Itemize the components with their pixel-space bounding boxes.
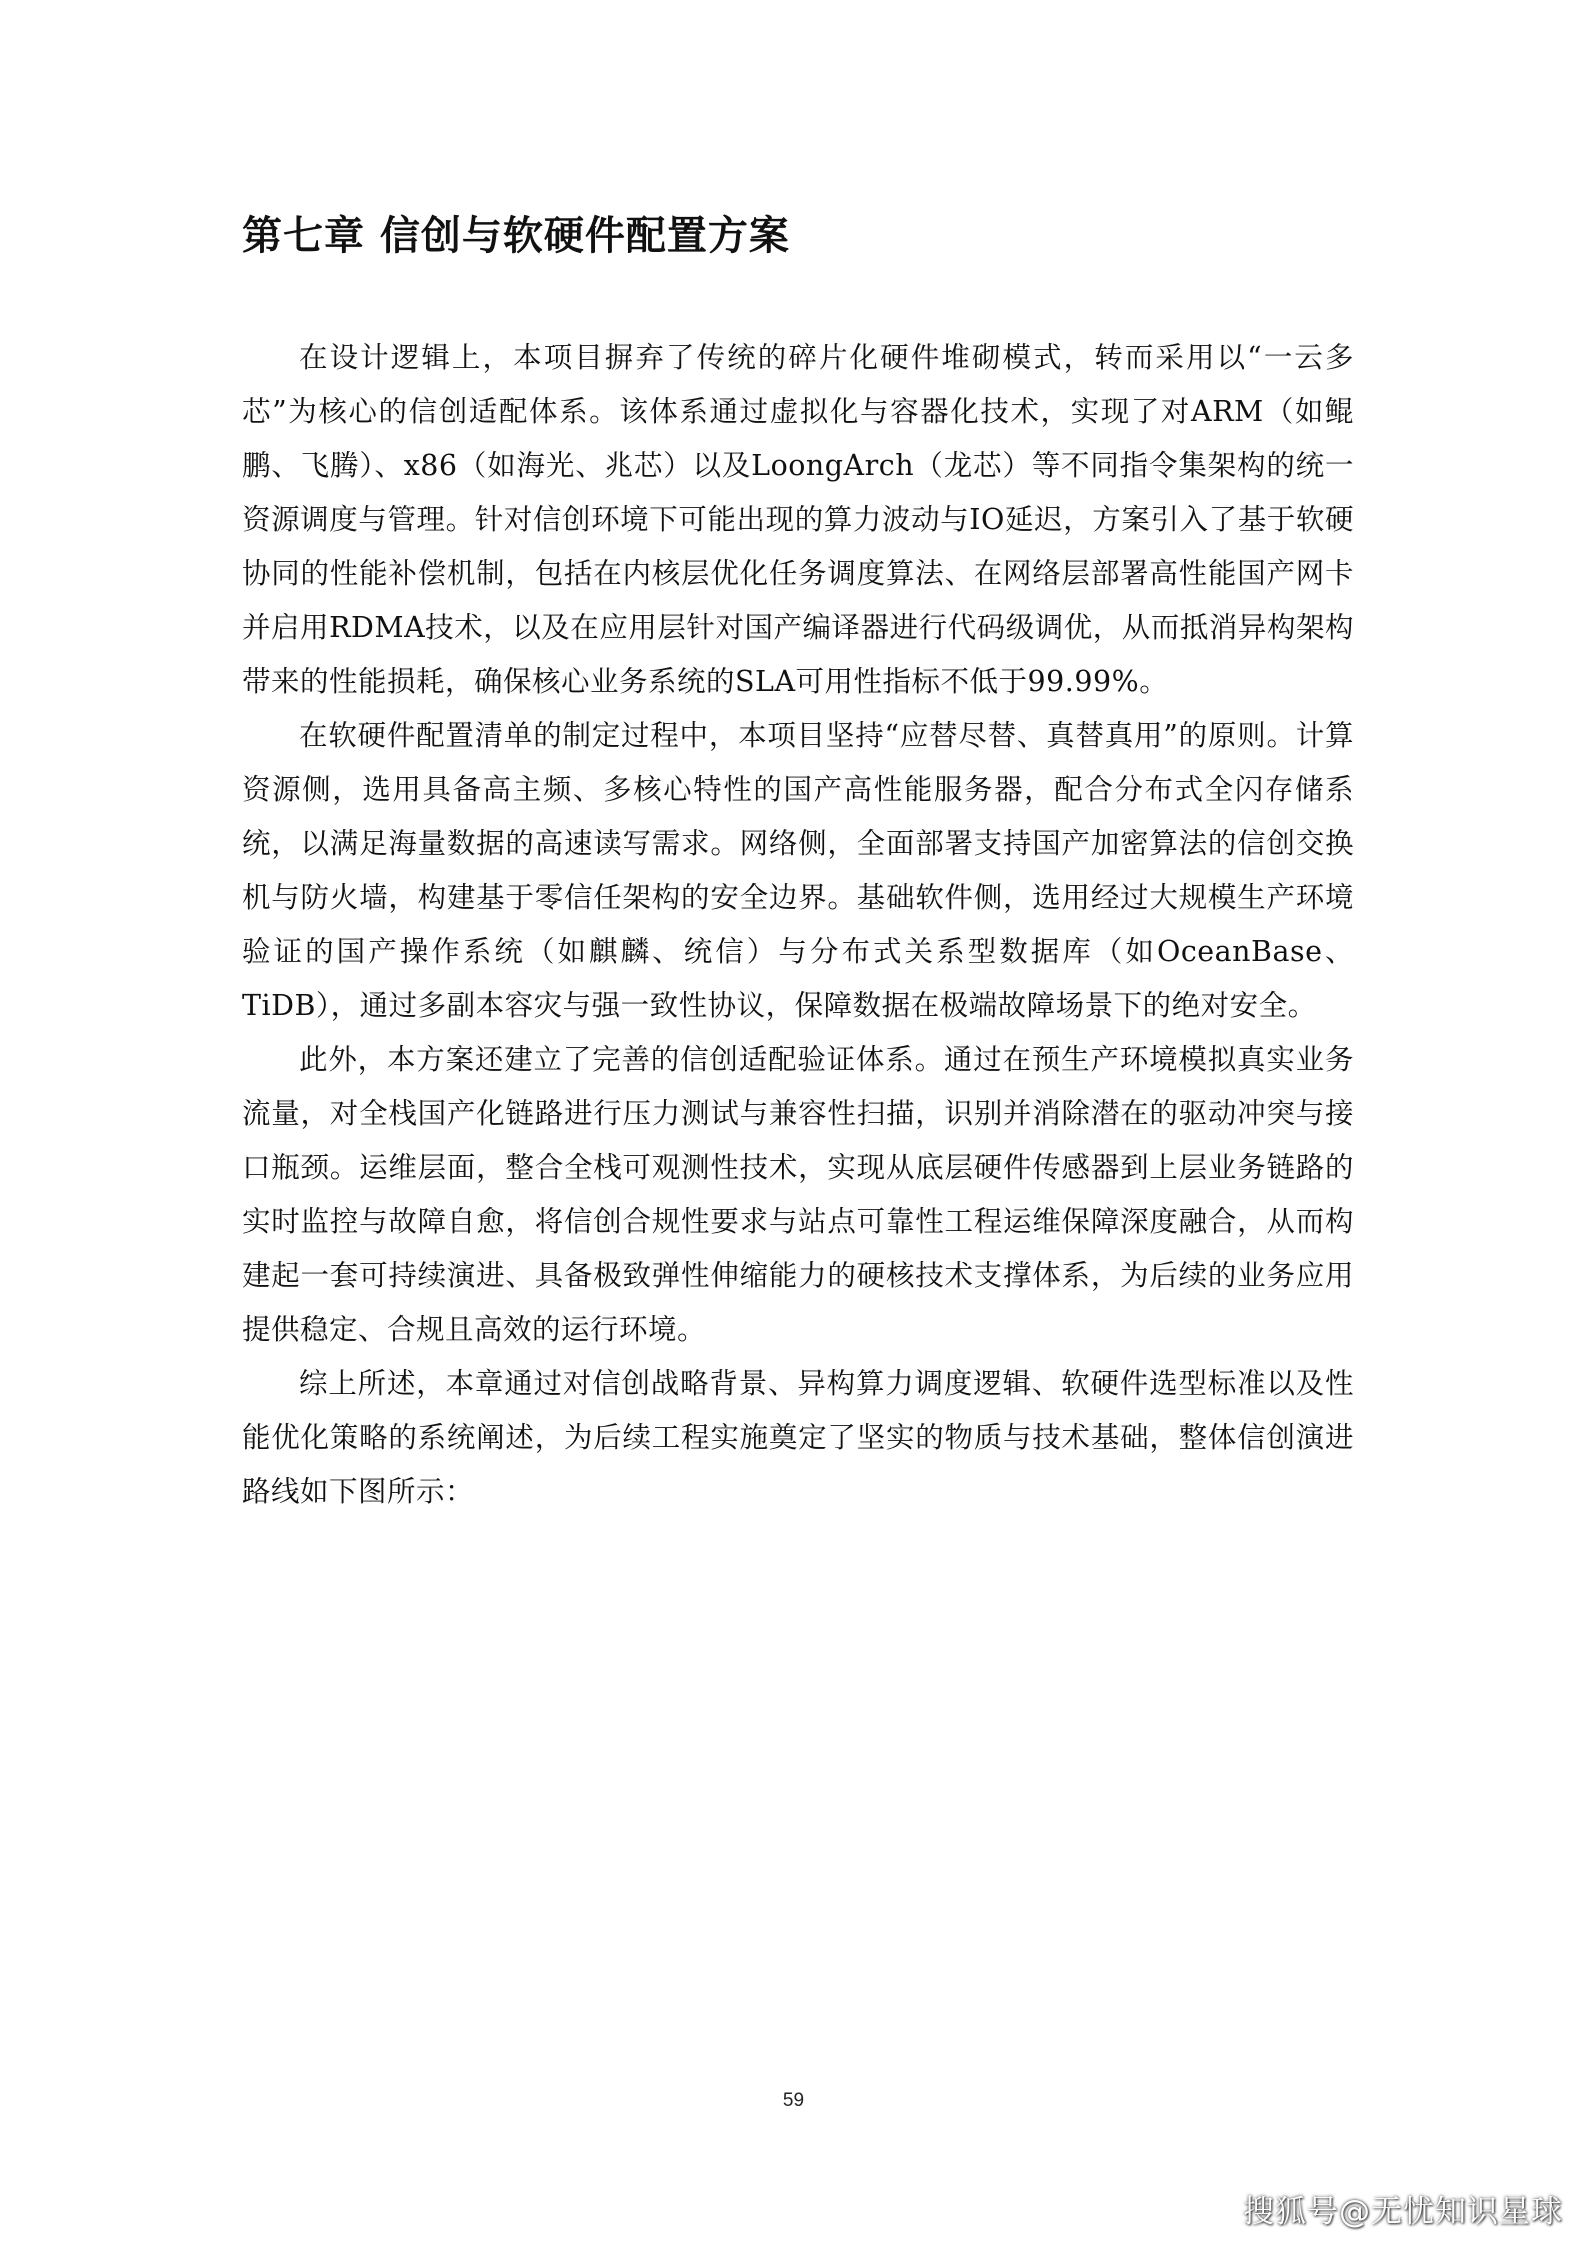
paragraph-validation-system: 此外，本方案还建立了完善的信创适配验证体系。通过在预生产环境模拟真实业务流量，对全栈国产化链路进行压力测试与兼容性扫描，识别并消除潜在的驱动冲突与接口瓶颈。运维层面，整合全栈可观测性技术，实现从底层硬件传感器到上层业务链路的实时监控与故障自愈，将信创合规性要求与站点可靠性工程运维保障深度融合，从而构建起一套可持续演进、具备极致弹性伸缩能力的硬核技术支撑体系，为后续的业务应用提供稳定、合规且高效的运行环境。 xyxy=(242,1043,1354,1346)
page-number: 59 xyxy=(782,2090,805,2111)
paragraph-design-logic: 在设计逻辑上，本项目摒弃了传统的碎片化硬件堆砌模式，转而采用以“一云多芯”为核心的信创适配体系。该体系通过虚拟化与容器化技术，实现了对ARM（如鲲鹏、飞腾）、x86（如海光、兆芯）以及LoongArch（龙芯）等不同指令集架构的统一资源调度与管理。针对信创环境下可能出现的算力波动与IO延迟，方案引入了基于软硬协同的性能补偿机制，包括在内核层优化任务调度算法、在网络层部署高性能国产网卡并启用RDMA技术，以及在应用层针对国产编译器进行代码级调优，从而抵消异构架构带来的性能损耗，确保核心业务系统的SLA可用性指标不低于99.99%。 xyxy=(242,341,1354,698)
source-watermark: 搜狐号@无忧知识星球 xyxy=(1243,2194,1563,2230)
body-text xyxy=(242,331,1354,1519)
paragraph-summary: 综上所述，本章通过对信创战略背景、异构算力调度逻辑、软硬件选型标准以及性能优化策略的系统阐述，为后续工程实施奠定了坚实的物质与技术基础，整体信创演进路线如下图所示： xyxy=(242,1367,1354,1508)
paragraph-configuration-list: 在软硬件配置清单的制定过程中，本项目坚持“应替尽替、真替真用”的原则。计算资源侧，选用具备高主频、多核心特性的国产高性能服务器，配合分布式全闪存储系统，以满足海量数据的高速读写需求。网络侧，全面部署支持国产加密算法的信创交换机与防火墙，构建基于零信任架构的安全边界。基础软件侧，选用经过大规模生产环境验证的国产操作系统（如麒麟、统信）与分布式关系型数据库（如OceanBase、TiDB），通过多副本容灾与强一致性协议，保障数据在极端故障场景下的绝对安全。 xyxy=(242,719,1354,1022)
chapter-title: 第七章 信创与软硬件配置方案 xyxy=(242,213,790,259)
